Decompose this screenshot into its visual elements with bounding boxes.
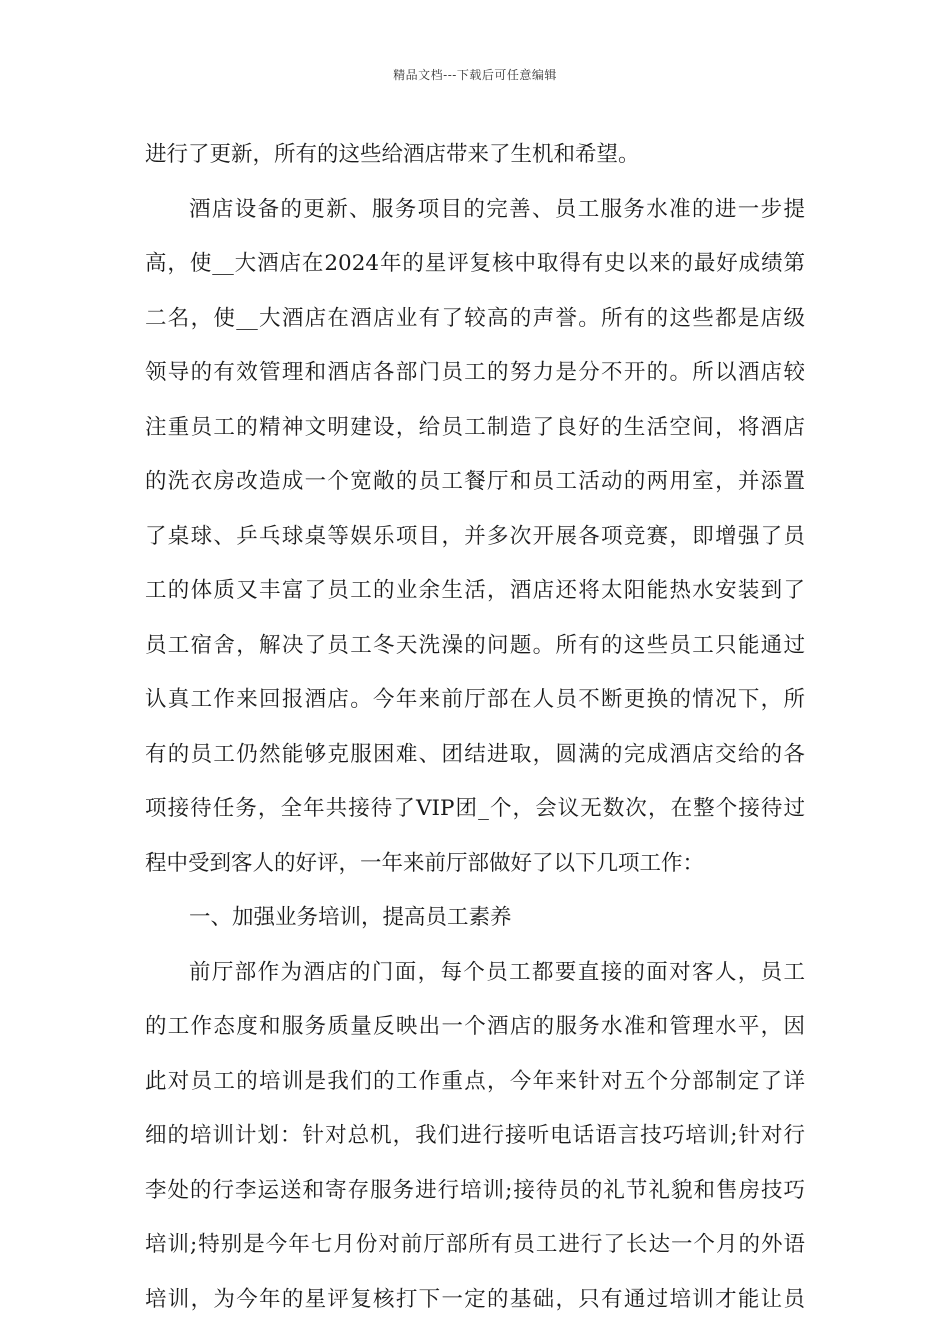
paragraph-line: 领导的有效管理和酒店各部门员工的努力是分不开的。所以酒店较 <box>145 360 805 385</box>
paragraph-line: 员工宿舍，解决了员工冬天洗澡的问题。所有的这些员工只能通过 <box>145 632 805 658</box>
paragraph-line: 的洗衣房改造成一个宽敞的员工餐厅和员工活动的两用室，并添置 <box>145 469 805 494</box>
paragraph-line: 二名，使__大酒店在酒店业有了较高的声誉。所有的这些都是店级 <box>145 305 805 331</box>
paragraph-line: 了桌球、乒乓球桌等娱乐项目，并多次开展各项竞赛，即增强了员 <box>145 523 805 549</box>
paragraph-line: 细的培训计划：针对总机，我们进行接听电话语言技巧培训;针对行 <box>145 1123 805 1148</box>
paragraph-line: 李处的行李运送和寄存服务进行培训;接待员的礼节礼貌和售房技巧 <box>145 1177 805 1203</box>
paragraph-line: 前厅部作为酒店的门面，每个员工都要直接的面对客人，员工 <box>189 959 805 985</box>
paragraph-line: 酒店设备的更新、服务项目的完善、员工服务水准的进一步提 <box>189 196 805 222</box>
paragraph-line: 项接待任务，全年共接待了VIP团_个，会议无数次，在整个接待过 <box>145 796 805 821</box>
paragraph-line: 注重员工的精神文明建设，给员工制造了良好的生活空间，将酒店 <box>145 414 805 440</box>
paragraph-line: 的工作态度和服务质量反映出一个酒店的服务水准和管理水平，因 <box>145 1014 805 1039</box>
paragraph-line: 此对员工的培训是我们的工作重点，今年来针对五个分部制定了详 <box>145 1068 805 1094</box>
paragraph-line: 认真工作来回报酒店。今年来前厅部在人员不断更换的情况下，所 <box>145 687 805 712</box>
paragraph-line: 程中受到客人的好评，一年来前厅部做好了以下几项工作： <box>145 850 705 876</box>
paragraph-line: 有的员工仍然能够克服困难、团结进取，圆满的完成酒店交给的各 <box>145 741 805 767</box>
document-body <box>145 128 805 1327</box>
page-header: 精品文档---下载后可任意编辑 <box>393 68 557 82</box>
section-heading: 一、加强业务培训，提高员工素养 <box>189 905 512 930</box>
paragraph-line: 培训，为今年的星评复核打下一定的基础，只有通过培训才能让员 <box>145 1286 805 1312</box>
paragraph-line: 培训;特别是今年七月份对前厅部所有员工进行了长达一个月的外语 <box>145 1232 805 1257</box>
paragraph-line: 进行了更新，所有的这些给酒店带来了生机和希望。 <box>145 142 640 167</box>
paragraph-line: 工的体质又丰富了员工的业余生活，酒店还将太阳能热水安装到了 <box>145 578 805 603</box>
paragraph-line: 高，使__大酒店在2024年的星评复核中取得有史以来的最好成绩第 <box>145 251 805 276</box>
